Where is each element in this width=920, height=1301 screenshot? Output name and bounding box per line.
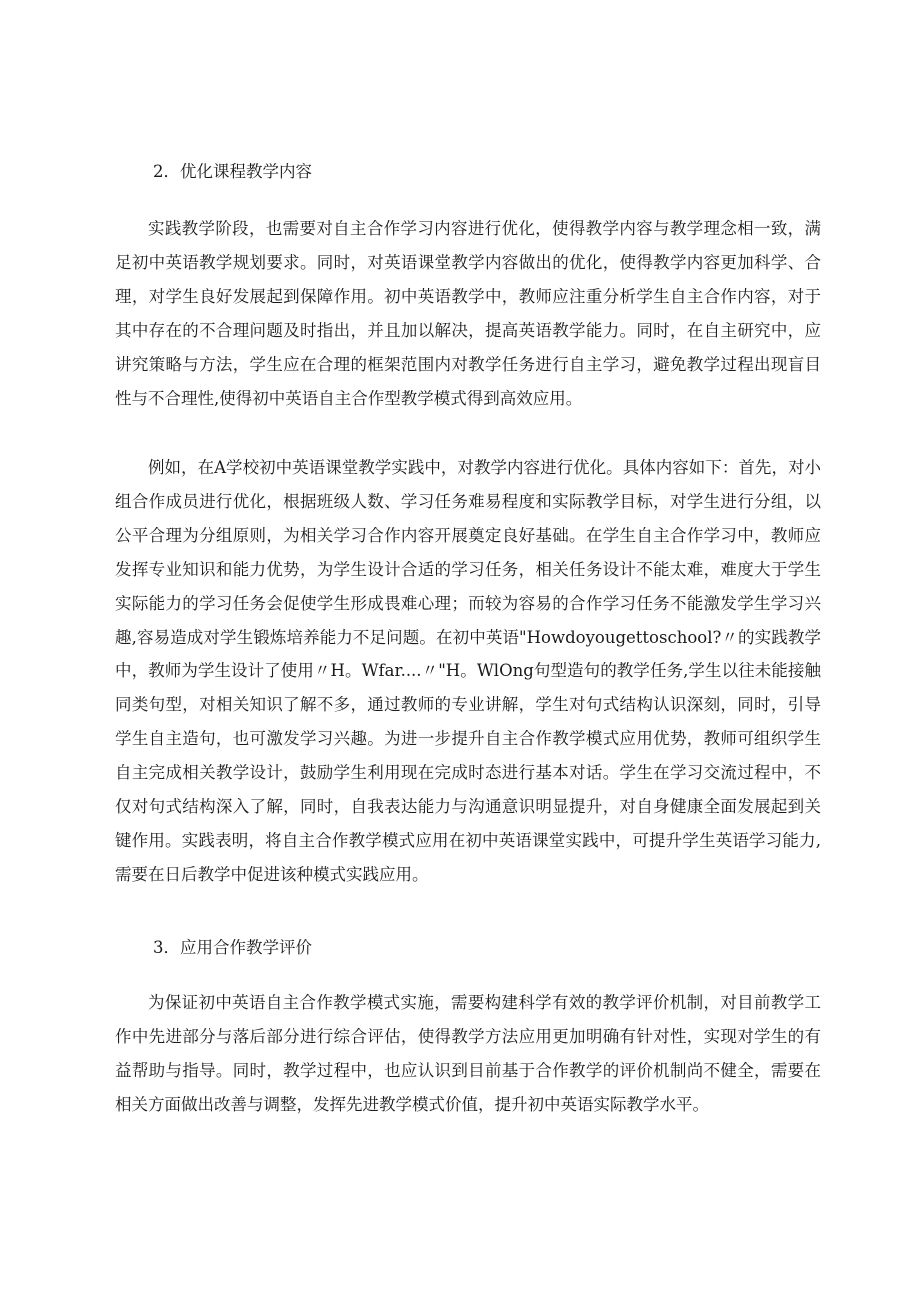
section-heading-cooperative-evaluation: 3．应用合作教学评价 <box>153 938 312 957</box>
paragraph-content-optimization: 实践教学阶段，也需要对自主合作学习内容进行优化，使得教学内容与教学理念相一致，满足初中英语教学规划要求。同时，对英语课堂教学内容做出的优化，使得教学内容更加科学、合理，对学生良好发展起到保障作用。初中英语教学中，教师应注重分析学生自主合作内容，对于其中存在的不合理问题及时指出，并且加以解决，提高英语教学能力。同时，在自主研究中，应讲究策略与方法，学生应在合理的框架范围内对教学任务进行自主学习，避免教学过程出现盲目性与不合理性,使得初中英语自主合作型教学模式得到高效应用。 <box>115 219 821 408</box>
paragraph-school-example: 例如，在A学校初中英语课堂教学实践中，对教学内容进行优化。具体内容如下：首先，对小组合作成员进行优化，根据班级人数、学习任务难易程度和实际教学目标，对学生进行分组，以公平合理为分组原则，为相关学习合作内容开展奠定良好基础。在学生自主合作学习中，教师应发挥专业知识和能力优势，为学生设计合适的学习任务，相关任务设计不能太难，难度大于学生实际能力的学习任务会促使学生形成畏难心理；而较为容易的合作学习任务不能激发学生学习兴趣,容易造成对学生锻炼培养能力不足问题。在初中英语"Howdoyougettoschool?〃的实践教学中，教师为学生设计了使用〃H。Wfar....〃"H。WlOng句型造句的教学任务,学生以往未能接触同类句型，对相关知识了解不多，通过教师的专业讲解，学生对句式结构认识深刻，同时，引导学生自主造句，也可激发学习兴趣。为进一步提升自主合作教学模式应用优势，教师可组织学生自主完成相关教学设计，鼓励学生利用现在完成时态进行基本对话。学生在学习交流过程中，不仅对句式结构深入了解，同时，自我表达能力与沟通意识明显提升，对自身健康全面发展起到关键作用。实践表明，将自主合作教学模式应用在初中英语课堂实践中，可提升学生英语学习能力,需要在日后教学中促进该种模式实践应用。 <box>115 458 821 884</box>
section-heading-optimize-content: 2．优化课程教学内容 <box>153 162 312 181</box>
paragraph-evaluation-mechanism: 为保证初中英语自主合作教学模式实施，需要构建科学有效的教学评价机制，对目前教学工作中先进部分与落后部分进行综合评估，使得教学方法应用更加明确有针对性，实现对学生的有益帮助与指导。同时，教学过程中，也应认识到目前基于合作教学的评价机制尚不健全，需要在相关方面做出改善与调整，发挥先进教学模式价值，提升初中英语实际教学水平。 <box>115 993 821 1114</box>
